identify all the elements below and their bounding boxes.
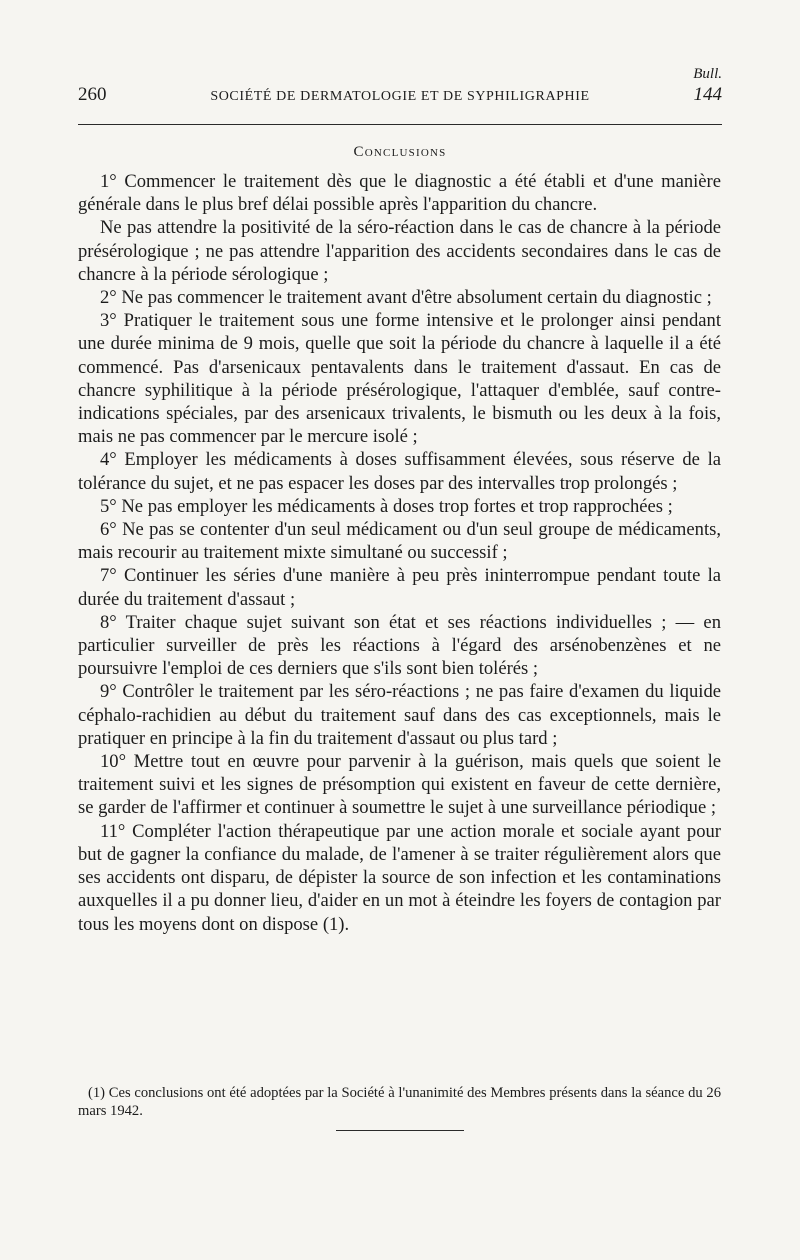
paragraph: 6° Ne pas se contenter d'un seul médicament ou d'un seul groupe de médicaments, mais recourir au traitement mixte simultané ou successif ; <box>78 519 721 564</box>
paragraph: 4° Employer les médicaments à doses suffisamment élevées, sous réserve de la tolérance du sujet, et ne pas espacer les doses par des intervalles trop prolongés ; <box>78 449 721 494</box>
paragraph: 8° Traiter chaque sujet suivant son état et ses réactions individuelles ; — en particulier surveiller de près les réactions à l'égard des arsénobenzènes et ne poursuivre l'emploi de ces derniers que s'ils sont bien tolérés ; <box>78 611 721 680</box>
paragraph: 2° Ne pas commencer le traitement avant d'être absolument certain du diagnostic ; <box>100 287 712 309</box>
bulletin-label: Bull. <box>693 66 722 82</box>
footnote-end-rule <box>336 1130 464 1131</box>
body-text <box>78 170 721 936</box>
paragraph: 1° Commencer le traitement dès que le diagnostic a été établi et d'une manière générale dans le plus bref délai possible après l'apparition du chancre. <box>78 171 721 216</box>
paragraph: 5° Ne pas employer les médicaments à doses trop fortes et trop rapprochées ; <box>100 495 673 517</box>
paragraph: 3° Pratiquer le traitement sous une forme intensive et le prolonger ainsi pendant une durée minima de 9 mois, quelle que soit la période du chancre à laquelle il a été commencé. Pas d'arsenicaux pentavalents dans le traitement d'assaut. En cas de chancre syphilitique à la période présérologique, l'attaquer d'emblée, sauf contre-indications spéciales, par des arsenicaux trivalents, le bismuth ou les deux à la fois, mais ne pas commencer par le mercure isolé ; <box>78 310 721 448</box>
paragraph: 7° Continuer les séries d'une manière à peu près ininterrompue pendant toute la durée du traitement d'assaut ; <box>78 565 721 610</box>
section-title: Conclusions <box>353 144 447 160</box>
journal-title: SOCIÉTÉ DE DERMATOLOGIE ET DE SYPHILIGRAPHIE <box>210 89 590 104</box>
paragraph: Ne pas attendre la positivité de la séro-réaction dans le cas de chancre à la période présérologique ; ne pas attendre l'apparition des accidents secondaires dans le cas de chancre à la période sérologique ; <box>78 217 721 285</box>
running-header <box>78 84 722 106</box>
footnote-text: (1) Ces conclusions ont été adoptées par la Société à l'unanimité des Membres présents dans la séance du 26 mars 1942. <box>78 1085 721 1119</box>
footnote <box>78 1084 721 1120</box>
bulletin-number: 144 <box>693 84 722 105</box>
paragraph: 10° Mettre tout en œuvre pour parvenir à la guérison, mais quels que soient le traitement suivi et les signes de présomption qui existent en faveur de cette dernière, se garder de l'affirmer et continuer à soumettre le sujet à une surveillance périodique ; <box>78 751 721 819</box>
header-rule <box>78 124 722 125</box>
page-number: 260 <box>78 84 107 105</box>
paragraph: 9° Contrôler le traitement par les séro-réactions ; ne pas faire d'examen du liquide céphalo-rachidien au début du traitement sauf dans des cas exceptionnels, mais le pratiquer en principe à la fin du traitement d'assaut ou plus tard ; <box>78 681 721 749</box>
paragraph: 11° Compléter l'action thérapeutique par une action morale et sociale ayant pour but de gagner la confiance du malade, de l'amener à se traiter régulièrement alors que ses accidents ont disparu, de dépister la source de son infection et les contaminations auxquelles il a pu donner lieu, d'aider en un mot à éteindre les foyers de contagion par tous les moyens dont on dispose (1). <box>78 820 721 935</box>
